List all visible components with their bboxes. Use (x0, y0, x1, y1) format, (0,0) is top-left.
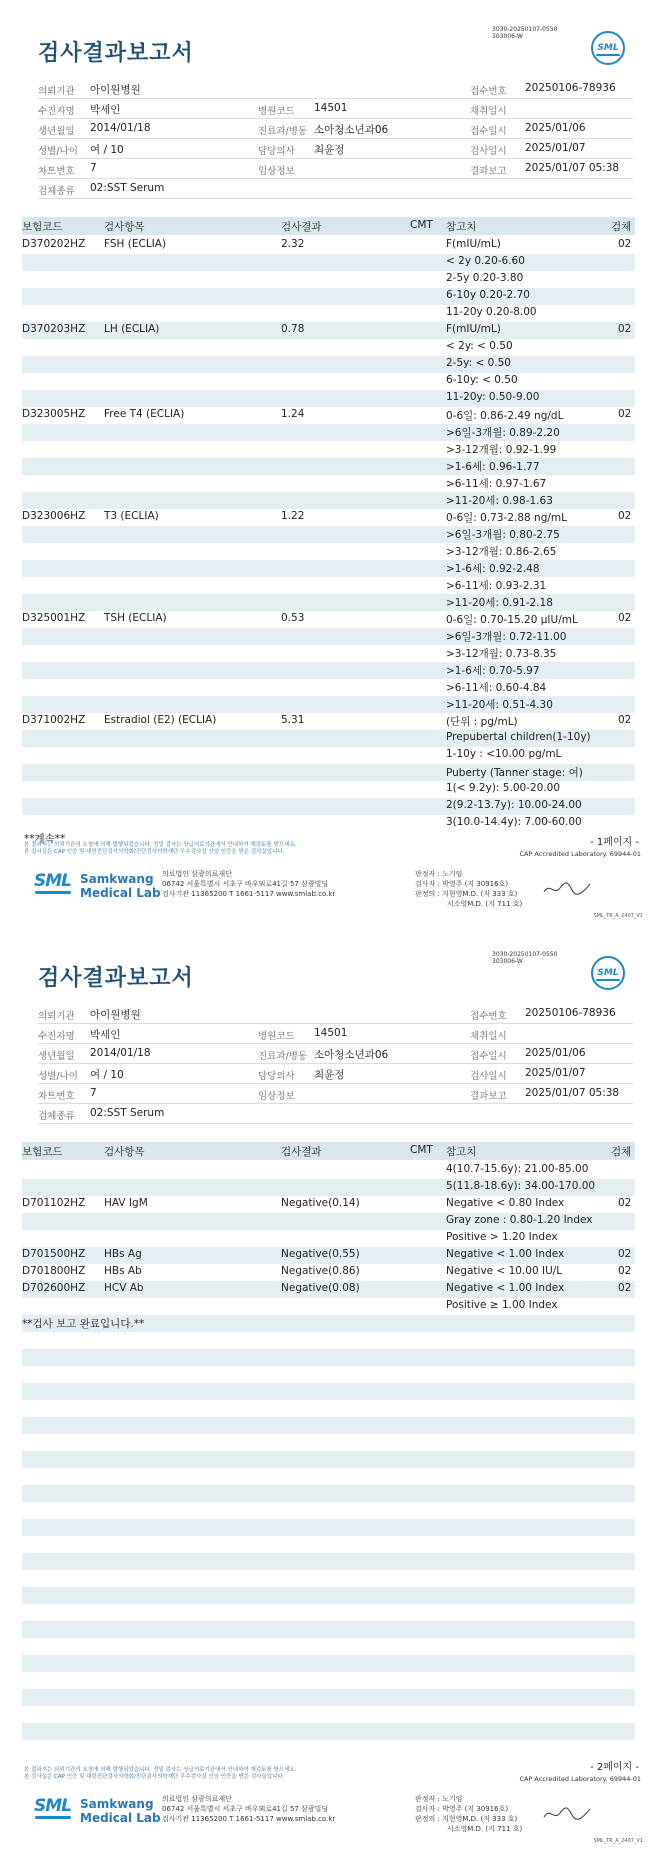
table-row (22, 1383, 635, 1400)
chart-label: 차트번호 (38, 1091, 75, 1102)
info-row (0, 79, 655, 99)
address-line: 의료법인 삼광의료재단 (162, 1795, 232, 1803)
cell-ref: F(mIU/mL) (446, 323, 501, 335)
receipt-date-value: 2025/01/06 (525, 122, 586, 134)
page-title: 검사결과보고서 (38, 41, 194, 66)
header-result: 검사결과 (281, 1146, 322, 1158)
staff-line: 판정의 : 지현영M.D. (지 333 호) (415, 890, 518, 898)
birth-value: 2014/01/18 (90, 122, 151, 134)
signature-icon (542, 878, 592, 898)
brand-line: Medical Lab (80, 886, 161, 900)
table-row (22, 390, 635, 407)
cell-result: Negative(0.08) (281, 1282, 360, 1294)
patient-value: 박세인 (90, 1029, 121, 1041)
header-cmt: CMT (410, 219, 433, 231)
brand-line: Medical Lab (80, 1811, 161, 1825)
cell-ref: 6-10y 0.20-2.70 (446, 289, 530, 301)
cell-specimen: 02 (618, 323, 632, 335)
chart-value: 7 (90, 1087, 97, 1099)
info-row (0, 179, 655, 199)
brand-line: Samkwang (80, 1797, 154, 1811)
header-item: 검사항목 (104, 221, 145, 233)
cell-ref: 11-20y 0.20-8.00 (446, 306, 537, 318)
cell-code: D701102HZ (22, 1197, 86, 1209)
table-row (22, 730, 635, 747)
cell-ref: >1-6세: 0.92-2.48 (446, 563, 540, 575)
cell-ref: >6일-3개월: 0.80-2.75 (446, 529, 560, 541)
doc-code-line: 3030-20250107-0550 (492, 26, 558, 33)
staff-line: 판정의 : 지현영M.D. (지 333 호) (415, 1815, 518, 1823)
cell-ref: >6일-3개월: 0.72-11.00 (446, 631, 567, 643)
header-code: 보험코드 (22, 1146, 63, 1158)
footer-brand (80, 1797, 161, 1825)
table-row (22, 254, 635, 271)
cell-code: D702600HZ (22, 1282, 86, 1294)
header-ref: 참고치 (446, 221, 477, 233)
table-row (22, 1655, 635, 1672)
footer-staff (415, 1794, 522, 1834)
sex-age-label: 성별/나이 (38, 1071, 78, 1082)
report-value: 2025/01/07 05:38 (525, 162, 620, 174)
sex-age-value: 여 / 10 (90, 144, 124, 156)
dept-label: 진료과/병동 (258, 1051, 308, 1062)
staff-line: 서소영M.D. (지 711 호) (447, 1825, 523, 1833)
cell-ref: 2(9.2-13.7y): 10.00-24.00 (446, 799, 582, 811)
table-row (22, 1213, 635, 1230)
doc-code-line: 303006-W (492, 958, 523, 965)
table-row (22, 1315, 635, 1332)
table-row (22, 1706, 635, 1723)
cell-specimen: 02 (618, 510, 632, 522)
report-value: 2025/01/07 05:38 (525, 1087, 620, 1099)
doc-code-line: 3030-20250107-0550 (492, 951, 558, 958)
info-row (0, 139, 655, 159)
cell-specimen: 02 (618, 238, 632, 250)
cap-accreditation: CAP Accredited Laboratory. 69944-01 (519, 1775, 641, 1783)
table-row (22, 815, 635, 832)
cell-result: Negative(0.86) (281, 1265, 360, 1277)
report-label: 결과보고 (470, 1091, 507, 1102)
cell-ref: >6-11세: 0.97-1.67 (446, 478, 547, 490)
specimen-value: 02:SST Serum (90, 1107, 165, 1119)
patient-value: 박세인 (90, 104, 121, 116)
cell-ref: >6-11세: 0.60-4.84 (446, 682, 547, 694)
cell-result: 5.31 (281, 714, 305, 726)
cell-result: Negative(0.55) (281, 1248, 360, 1260)
cell-item: FSH (ECLIA) (104, 238, 167, 250)
cell-ref: Puberty (Tanner stage: 여) (446, 767, 583, 779)
table-row (22, 1162, 635, 1179)
info-row (0, 1104, 655, 1124)
cell-ref: 0-6일: 0.70-15.20 μIU/mL (446, 614, 578, 626)
cell-code: D701500HZ (22, 1248, 86, 1260)
table-row (22, 1281, 635, 1298)
table-row (22, 271, 635, 288)
page-title: 검사결과보고서 (38, 966, 194, 991)
table-row (22, 1604, 635, 1621)
test-date-label: 검사일시 (470, 146, 507, 157)
collect-date-label: 채취일시 (470, 1031, 507, 1042)
table-row (22, 696, 635, 713)
cell-ref: 1-10y : <10.00 pg/mL (446, 748, 562, 760)
cell-item: HBs Ab (104, 1265, 142, 1277)
footnote (24, 1767, 296, 1781)
receipt-date-label: 접수일시 (470, 1051, 507, 1062)
cell-item: TSH (ECLIA) (104, 612, 167, 624)
requester-label: 의뢰기관 (38, 1011, 75, 1022)
footnote (24, 842, 296, 856)
receipt-no-value: 20250106-78936 (525, 1007, 616, 1019)
continued-text: **계속** (24, 833, 66, 845)
document-code (492, 26, 557, 40)
cell-ref: Positive ≥ 1.00 Index (446, 1299, 558, 1311)
cell-ref: 0-6일: 0.73-2.88 ng/mL (446, 512, 567, 524)
table-row (22, 1468, 635, 1485)
cell-item: Estradiol (E2) (ECLIA) (104, 714, 217, 726)
cell-specimen: 02 (618, 612, 632, 624)
report-page-2 (0, 925, 655, 1850)
cell-result: 1.22 (281, 510, 305, 522)
header-cmt: CMT (410, 1144, 433, 1156)
cap-accreditation: CAP Accredited Laboratory. 69944-01 (519, 850, 641, 858)
info-row (0, 99, 655, 119)
cell-specimen: 02 (618, 408, 632, 420)
cell-ref: >11-20세: 0.51-4.30 (446, 699, 553, 711)
cell-ref: Prepubertal children(1-10y) (446, 731, 591, 743)
birth-label: 생년월일 (38, 126, 75, 137)
table-row (22, 424, 635, 441)
doc-code-line: 303006-W (492, 33, 523, 40)
table-row (22, 356, 635, 373)
table-row (22, 1672, 635, 1689)
cell-result: 0.53 (281, 612, 305, 624)
footer-staff (415, 869, 522, 909)
table-row (22, 237, 635, 254)
dept-label: 진료과/병동 (258, 126, 308, 137)
table-row (22, 1740, 635, 1757)
doctor-value: 최윤정 (314, 144, 345, 156)
info-row (0, 1024, 655, 1044)
logo-text: SML (597, 43, 619, 53)
form-version: SML_TR_A_2407_V1 (593, 1838, 643, 1844)
cell-result: Negative(0.14) (281, 1197, 360, 1209)
table-row (22, 747, 635, 764)
table-row (22, 492, 635, 509)
cell-item: Free T4 (ECLIA) (104, 408, 185, 420)
cell-specimen: 02 (618, 1248, 632, 1260)
sex-age-label: 성별/나이 (38, 146, 78, 157)
cell-ref: Negative < 10.00 IU/L (446, 1265, 563, 1277)
address-line: 06742 서울특별시 서초구 바우뫼로41길 57 삼광빌딩 (162, 880, 329, 888)
brand-line: Samkwang (80, 872, 154, 886)
table-row (22, 1366, 635, 1383)
table-row (22, 458, 635, 475)
cell-code: D701800HZ (22, 1265, 86, 1277)
cell-result: 2.32 (281, 238, 305, 250)
cell-ref: Negative < 1.00 Index (446, 1248, 565, 1260)
table-row (22, 594, 635, 611)
test-date-value: 2025/01/07 (525, 142, 586, 154)
info-row (0, 159, 655, 179)
table-row (22, 543, 635, 560)
table-row (22, 322, 635, 339)
table-row (22, 475, 635, 492)
table-row (22, 611, 635, 628)
staff-line: 판정자 : 노기임 (415, 1795, 463, 1803)
hospital-code-label: 병원코드 (258, 1031, 295, 1042)
collect-date-label: 채취일시 (470, 106, 507, 117)
patient-label: 수진자명 (38, 106, 75, 117)
footnote-line: 본 검사실은 CAP 인증 및 대한진단검사의학회/진단검사의학재단 우수검사실 신임 인증을 받은 검사실입니다. (24, 1774, 285, 1780)
clinical-label: 임상정보 (258, 166, 295, 177)
table-row (22, 1502, 635, 1519)
cell-code: D325001HZ (22, 612, 86, 624)
sex-age-value: 여 / 10 (90, 1069, 124, 1081)
requester-label: 의뢰기관 (38, 86, 75, 97)
specimen-label: 검체종류 (38, 1111, 75, 1122)
cell-result: 1.24 (281, 408, 305, 420)
footnote-line: 본 검사실은 CAP 인증 및 대한진단검사의학회/진단검사의학재단 우수검사실 신임 인증을 받은 검사실입니다. (24, 849, 285, 855)
form-version: SML_TR_A_2407_V1 (593, 913, 643, 919)
cell-ref: 5(11.8-18.6y): 34.00-170.00 (446, 1180, 596, 1192)
table-row (22, 1298, 635, 1315)
header-result: 검사결과 (281, 221, 322, 233)
receipt-no-value: 20250106-78936 (525, 82, 616, 94)
cell-ref: 3(10.0-14.4y): 7.00-60.00 (446, 816, 582, 828)
page-number: - 2페이지 - (590, 1762, 639, 1773)
cell-specimen: 02 (618, 1282, 632, 1294)
table-row (22, 713, 635, 730)
cell-ref: Negative < 0.80 Index (446, 1197, 565, 1209)
footer-brand (80, 872, 161, 900)
table-row (22, 1553, 635, 1570)
test-date-label: 검사일시 (470, 1071, 507, 1082)
table-row (22, 1179, 635, 1196)
table-row (22, 1570, 635, 1587)
cell-item: T3 (ECLIA) (104, 510, 159, 522)
staff-line: 서소영M.D. (지 711 호) (447, 900, 523, 908)
table-row (22, 1451, 635, 1468)
header-specimen: 검체 (611, 221, 632, 233)
chart-value: 7 (90, 162, 97, 174)
table-row (22, 526, 635, 543)
page-number: - 1페이지 - (590, 837, 639, 848)
table-row (22, 1587, 635, 1604)
staff-line: 판정자 : 노기임 (415, 870, 463, 878)
table-row (22, 1519, 635, 1536)
table-row (22, 1349, 635, 1366)
chart-label: 차트번호 (38, 166, 75, 177)
requester-value: 아이원병원 (90, 1009, 141, 1021)
footer-address (162, 869, 335, 899)
cell-ref: >1-6세: 0.70-5.97 (446, 665, 540, 677)
address-line: 의료법인 삼광의료재단 (162, 870, 232, 878)
cell-ref: 11-20y: 0.50-9.00 (446, 391, 540, 403)
header-specimen: 검체 (611, 1146, 632, 1158)
dept-value: 소아청소년과06 (314, 1049, 389, 1061)
info-row (0, 1044, 655, 1064)
cell-ref: >3-12개월: 0.92-1.99 (446, 444, 557, 456)
signature-icon (542, 1803, 592, 1823)
table-row (22, 407, 635, 424)
table-row (22, 781, 635, 798)
cell-code: **검사 보고 완료입니다.** (22, 1318, 145, 1330)
cell-ref: < 2y: < 0.50 (446, 340, 513, 352)
table-row (22, 1621, 635, 1638)
info-row (0, 1064, 655, 1084)
doctor-label: 담당의사 (258, 146, 295, 157)
cell-code: D323006HZ (22, 510, 86, 522)
table-row (22, 288, 635, 305)
cell-item: HBs Ag (104, 1248, 142, 1260)
table-row (22, 1689, 635, 1706)
cell-ref: 2-5y: < 0.50 (446, 357, 511, 369)
table-row (22, 1638, 635, 1655)
header-code: 보험코드 (22, 221, 63, 233)
address-line: 검사기관 11365200 T 1661-5117 www.smlab.co.kr (162, 890, 336, 898)
receipt-no-label: 접수번호 (470, 86, 507, 97)
cell-code: D370202HZ (22, 238, 86, 250)
cell-ref: 6-10y: < 0.50 (446, 374, 518, 386)
header-ref: 참고치 (446, 1146, 477, 1158)
logo-text: SML (597, 968, 619, 978)
footnote-line: 본 결과지는 의뢰기관의 요청에 의해 발행되었습니다. 정밀 검사는 상급의료기관에서 안내하여 재검토를 받으세요. (24, 1767, 297, 1773)
table-row (22, 305, 635, 322)
sml-logo-icon (591, 956, 625, 990)
address-line: 검사기관 11365200 T 1661-5117 www.smlab.co.kr (162, 1815, 336, 1823)
cell-item: HCV Ab (104, 1282, 144, 1294)
receipt-date-label: 접수일시 (470, 126, 507, 137)
dept-value: 소아청소년과06 (314, 124, 389, 136)
hospital-code-value: 14501 (314, 1027, 348, 1039)
table-row (22, 798, 635, 815)
footnote-line: 본 결과지는 의뢰기관의 요청에 의해 발행되었습니다. 정밀 검사는 상급의료기관에서 안내하여 재검토를 받으세요. (24, 842, 297, 848)
table-row (22, 441, 635, 458)
table-row (22, 577, 635, 594)
table-row (22, 645, 635, 662)
cell-ref: >6-11세: 0.93-2.31 (446, 580, 547, 592)
header-item: 검사항목 (104, 1146, 145, 1158)
cell-ref: >3-12개월: 0.73-8.35 (446, 648, 557, 660)
info-row (0, 1084, 655, 1104)
table-row (22, 509, 635, 526)
cell-ref: 4(10.7-15.6y): 21.00-85.00 (446, 1163, 589, 1175)
staff-line: 검사자 : 박영주 (지 30916호) (415, 880, 509, 888)
cell-item: LH (ECLIA) (104, 323, 160, 335)
birth-value: 2014/01/18 (90, 1047, 151, 1059)
receipt-date-value: 2025/01/06 (525, 1047, 586, 1059)
table-row (22, 560, 635, 577)
cell-ref: < 2y 0.20-6.60 (446, 255, 525, 267)
footer-address (162, 1794, 335, 1824)
cell-ref: Gray zone : 0.80-1.20 Index (446, 1214, 593, 1226)
table-row (22, 1332, 635, 1349)
cell-ref: F(mIU/mL) (446, 238, 501, 250)
report-label: 결과보고 (470, 166, 507, 177)
receipt-no-label: 접수번호 (470, 1011, 507, 1022)
patient-label: 수진자명 (38, 1031, 75, 1042)
table-row (22, 628, 635, 645)
birth-label: 생년월일 (38, 1051, 75, 1062)
document-code (492, 951, 557, 965)
cell-specimen: 02 (618, 1197, 632, 1209)
cell-result: 0.78 (281, 323, 305, 335)
table-row (22, 679, 635, 696)
table-row (22, 662, 635, 679)
table-row (22, 1536, 635, 1553)
table-row (22, 1196, 635, 1213)
cell-specimen: 02 (618, 1265, 632, 1277)
address-line: 06742 서울특별시 서초구 바우뫼로41길 57 삼광빌딩 (162, 1805, 329, 1813)
cell-ref: 2-5y 0.20-3.80 (446, 272, 524, 284)
info-row (0, 1004, 655, 1024)
clinical-label: 임상정보 (258, 1091, 295, 1102)
table-row (22, 1485, 635, 1502)
cell-code: D371002HZ (22, 714, 86, 726)
table-row (22, 1723, 635, 1740)
table-row (22, 1264, 635, 1281)
cell-ref: 1(< 9.2y): 5.00-20.00 (446, 782, 561, 794)
cell-ref: Negative < 1.00 Index (446, 1282, 565, 1294)
table-header (22, 1142, 635, 1160)
hospital-code-label: 병원코드 (258, 106, 295, 117)
specimen-value: 02:SST Serum (90, 182, 165, 194)
cell-ref: (단위 : pg/mL) (446, 716, 518, 728)
cell-ref: >3-12개월: 0.86-2.65 (446, 546, 557, 558)
cell-ref: >11-20세: 0.91-2.18 (446, 597, 553, 609)
doctor-label: 담당의사 (258, 1071, 295, 1082)
cell-ref: >1-6세: 0.96-1.77 (446, 461, 540, 473)
info-row (0, 119, 655, 139)
staff-line: 검사자 : 박영주 (지 30916호) (415, 1805, 509, 1813)
table-row (22, 373, 635, 390)
table-row (22, 1400, 635, 1417)
table-row (22, 1417, 635, 1434)
sml-footer-logo-icon: SML (34, 869, 74, 895)
hospital-code-value: 14501 (314, 102, 348, 114)
table-row (22, 764, 635, 781)
cell-item: HAV IgM (104, 1197, 148, 1209)
table-header (22, 217, 635, 235)
test-date-value: 2025/01/07 (525, 1067, 586, 1079)
cell-ref: >11-20세: 0.98-1.63 (446, 495, 553, 507)
cell-specimen: 02 (618, 714, 632, 726)
cell-ref: >6일-3개월: 0.89-2.20 (446, 427, 560, 439)
cell-ref: Positive > 1.20 Index (446, 1231, 558, 1243)
cell-code: D323005HZ (22, 408, 86, 420)
specimen-label: 검체종류 (38, 186, 75, 197)
table-row (22, 339, 635, 356)
cell-ref: 0-6일: 0.86-2.49 ng/dL (446, 410, 564, 422)
sml-footer-logo-icon: SML (34, 1794, 74, 1820)
table-row (22, 1434, 635, 1451)
table-row (22, 1230, 635, 1247)
doctor-value: 최윤정 (314, 1069, 345, 1081)
requester-value: 아이원병원 (90, 84, 141, 96)
table-row (22, 1247, 635, 1264)
cell-code: D370203HZ (22, 323, 86, 335)
sml-logo-icon (591, 31, 625, 65)
